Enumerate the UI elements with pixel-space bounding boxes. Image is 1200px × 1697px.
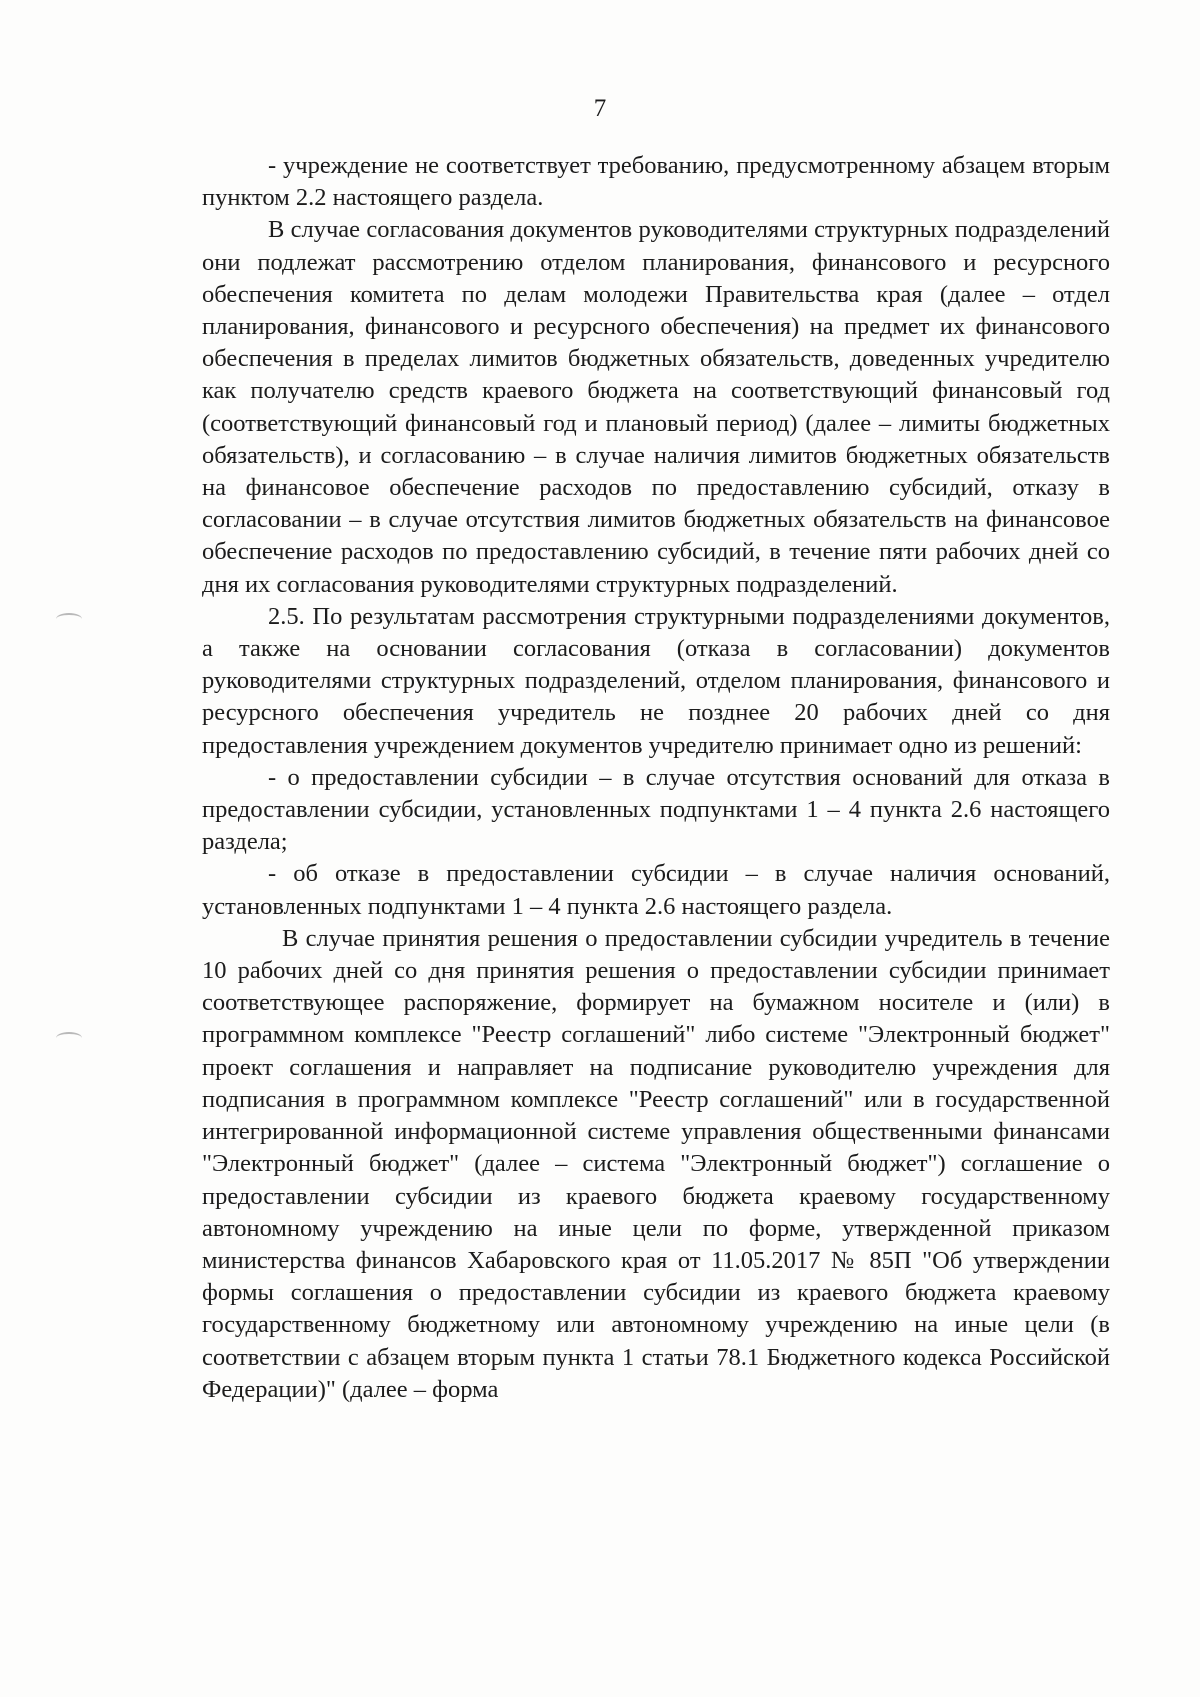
scan-artifact xyxy=(56,613,82,625)
paragraph-agreement-procedure: В случае принятия решения о предоставлении субсидии учредитель в течение 10 рабочих дней со дня принятия решения о предоставлении субсидии принимает соответствующее распоряжение, формирует на бумажном носителе и (или) в программном комплексе "Реестр соглашений" либо системе "Электронный бюджет" проект соглашения и направляет на подписание руководителю учреждения для подписания в программном комплексе "Реестр соглашений" или в государственной интегрированной информационной системе управления общественными финансами "Электронный бюджет" (далее – система "Электронный бюджет") соглашение о предоставлении субсидии из краевого бюджета краевому государственному автономному учреждению на иные цели по форме, утвержденной приказом министерства финансов Хабаровского края от 11.05.2017 № 85П "Об утверждении формы соглашения о предоставлении субсидии из краевого бюджета краевому государственному бюджетному или автономному учреждению на иные цели (в соответствии с абзацем вторым пункта 1 статьи 78.1 Бюджетного кодекса Российской Федерации)" (далее – форма xyxy=(202,924,1110,1403)
paragraph-decision-grant: - о предоставлении субсидии – в случае отсутствия оснований для отказа в предоставлении субсидии, установленных подпунктами 1 – 4 пункта 2.6 настоящего раздела; xyxy=(202,763,1110,856)
paragraph-requirement-clause: - учреждение не соответствует требованию, предусмотренному абзацем вторым пунктом 2.2 настоящего раздела. xyxy=(202,152,1110,212)
page-number: 7 xyxy=(593,95,607,122)
paragraph-approval-review: В случае согласования документов руководителями структурных подразделений они подлежат рассмотрению отделом планирования, финансового и ресурсного обеспечения комитета по делам молодежи Правительства края (далее – отдел планирования, финансового и ресурсного обеспечения) на предмет их финансового обеспечения в пределах лимитов бюджетных обязательств, доведенных учредителю как получателю средств краевого бюджета на соответствующий финансовый год (соответствующий финансовый год и плановый период) (далее – лимиты бюджетных обязательств), и согласованию – в случае наличия лимитов бюджетных обязательств на финансовое обеспечение расходов по предоставлению субсидий, отказу в согласовании – в случае отсутствия лимитов бюджетных обязательств на финансовое обеспечение расходов по предоставлению субсидий, в течение пяти рабочих дней со дня их согласования руководителями структурных подразделений. xyxy=(202,216,1110,598)
paragraph-decision-refusal: - об отказе в предоставлении субсидии – в случае наличия оснований, установленных подпунктами 1 – 4 пункта 2.6 настоящего раздела. xyxy=(202,860,1110,920)
scan-artifact xyxy=(56,1032,82,1044)
document-body xyxy=(202,150,1110,1406)
paragraph-section-2-5: 2.5. По результатам рассмотрения структурными подразделениями документов, а также на основании согласования (отказа в согласовании) документов руководителями структурных подразделений, отделом планирования, финансового и ресурсного обеспечения учредитель не позднее 20 рабочих дней со дня предоставления учреждением документов учредителю принимает одно из решений: xyxy=(202,602,1110,759)
